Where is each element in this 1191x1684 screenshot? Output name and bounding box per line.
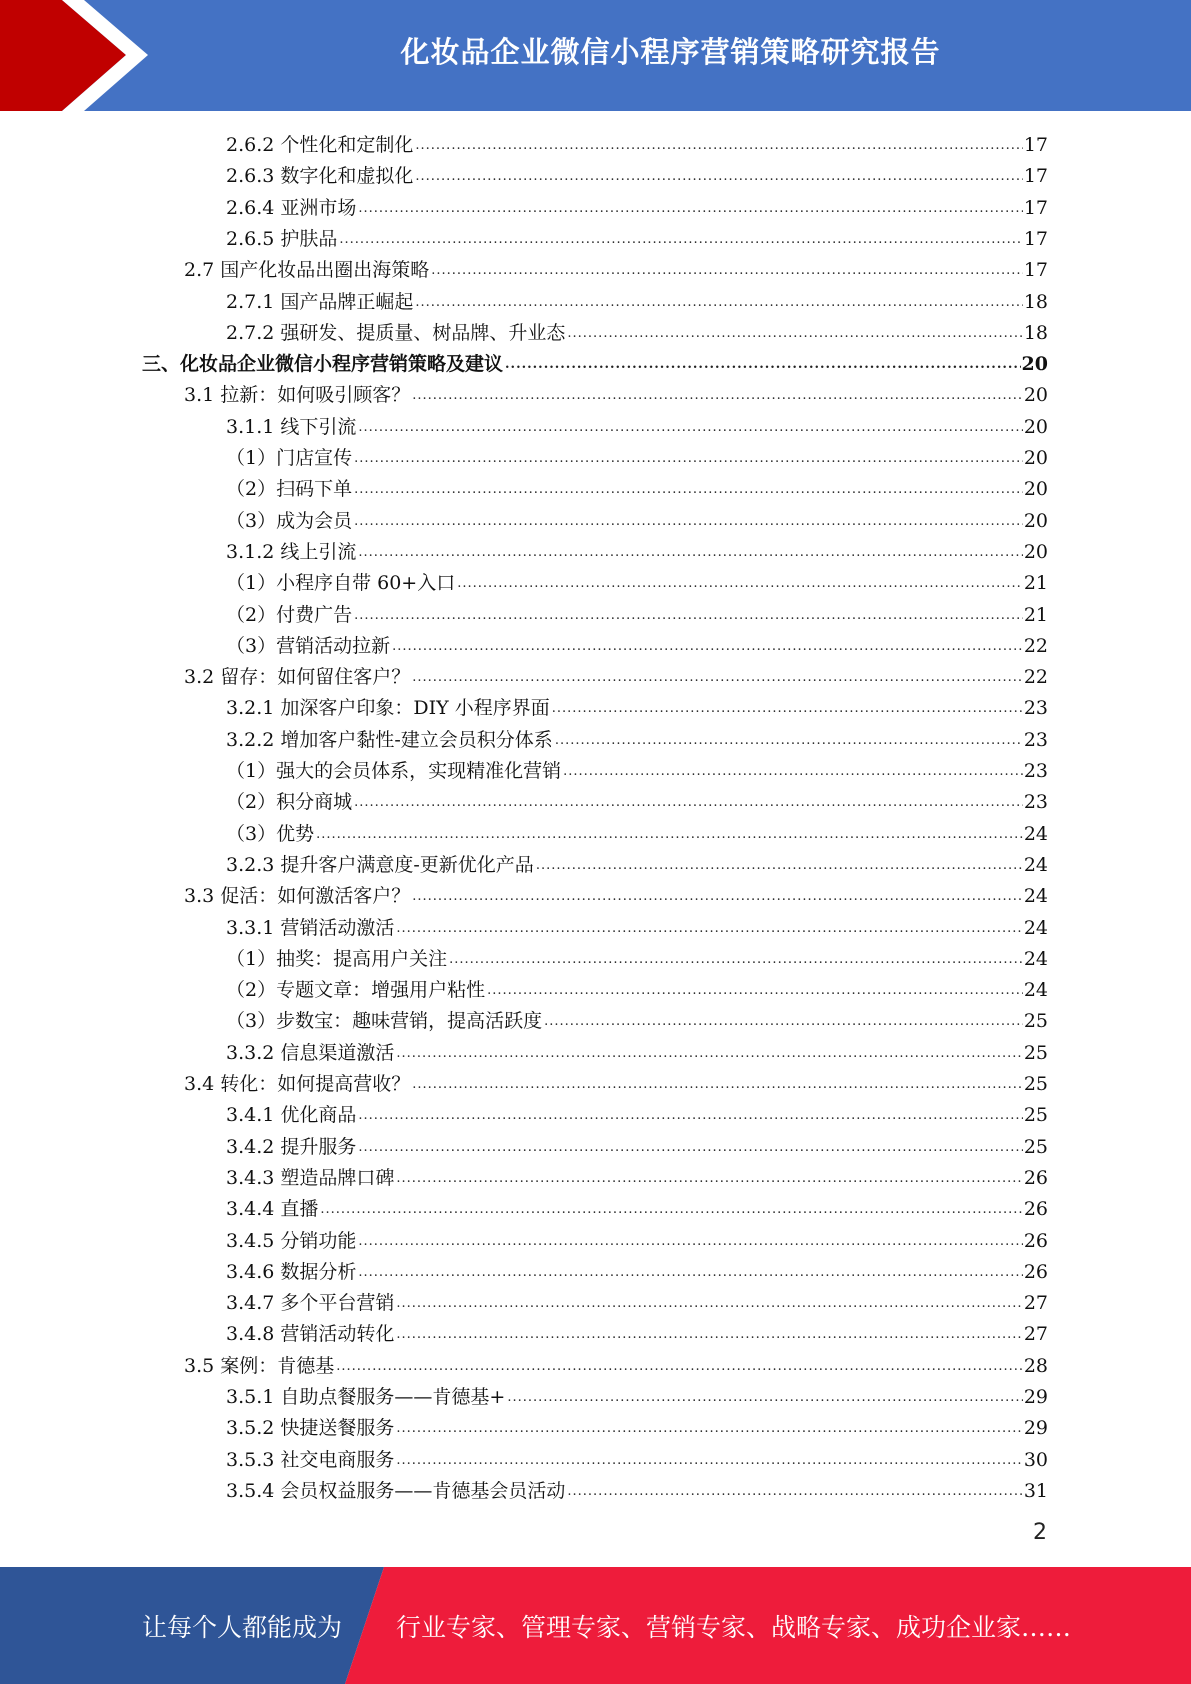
- footer-roles: 行业专家、管理专家、营销专家、战略专家、成功企业家……: [396, 1612, 1072, 1642]
- toc-entry-page: 20: [1023, 509, 1048, 532]
- toc-entry[interactable]: [184, 1065, 1048, 1096]
- toc-leader-dots: [544, 1009, 1023, 1033]
- toc-entry-title: （1）小程序自带 60+入口: [226, 572, 456, 595]
- toc-entry-title: 2.6.4 亚洲市场: [226, 196, 357, 219]
- toc-entry-page: 25: [1023, 1073, 1048, 1095]
- toc-entry-page: 23: [1023, 728, 1048, 751]
- toc-leader-dots: [507, 1385, 1023, 1409]
- toc-entry-title: 3.2 留存：如何留住客户？: [184, 666, 411, 689]
- toc-entry-title: （1）抽奖：提高用户关注: [226, 947, 448, 970]
- toc-entry-page: 21: [1023, 572, 1048, 595]
- toc-entry-page: 24: [1023, 885, 1048, 908]
- toc-entry-page: 29: [1023, 1417, 1048, 1440]
- toc-entry[interactable]: [226, 1409, 1048, 1440]
- toc-leader-dots: [320, 1197, 1022, 1221]
- toc-entry[interactable]: [226, 1284, 1048, 1315]
- toc-entry-title: （3）成为会员: [226, 509, 353, 532]
- toc-entry-title: 3.1 拉新：如何吸引顾客？: [184, 384, 411, 407]
- toc-entry[interactable]: [226, 1034, 1048, 1065]
- toc-entry-page: 23: [1023, 791, 1048, 814]
- toc-entry[interactable]: [226, 470, 1048, 501]
- toc-leader-dots: [567, 321, 1022, 345]
- toc-leader-dots: [354, 603, 1023, 627]
- toc-leader-dots: [536, 853, 1023, 877]
- toc-entry-page: 17: [1023, 134, 1048, 156]
- toc-leader-dots: [487, 978, 1023, 1002]
- toc-entry-title: （2）扫码下单: [226, 478, 353, 501]
- toc-leader-dots: [563, 759, 1023, 783]
- toc-entry[interactable]: [226, 314, 1048, 345]
- toc-leader-dots: [412, 884, 1023, 908]
- toc-entry[interactable]: [226, 909, 1048, 940]
- toc-leader-dots: [552, 696, 1023, 720]
- toc-entry-title: 3.4.6 数据分析: [226, 1260, 357, 1283]
- toc-entry[interactable]: [226, 157, 1048, 188]
- toc-entry-page: 20: [1023, 540, 1048, 563]
- toc-entry[interactable]: [226, 1002, 1048, 1033]
- toc-entry[interactable]: [226, 1253, 1048, 1284]
- toc-entry[interactable]: [226, 1441, 1048, 1472]
- toc-entry-page: 20: [1023, 447, 1048, 469]
- toc-entry-page: 24: [1023, 916, 1048, 939]
- toc-entry[interactable]: [226, 126, 1048, 157]
- toc-entry-title: 3.5.4 会员权益服务——肯德基会员活动: [226, 1479, 566, 1502]
- toc-entry[interactable]: [226, 1472, 1048, 1503]
- toc-entry-title: 3.5.1 自助点餐服务——肯德基+: [226, 1386, 506, 1408]
- toc-entry[interactable]: [226, 1315, 1048, 1346]
- toc-entry[interactable]: [226, 502, 1048, 533]
- toc-leader-dots: [415, 164, 1022, 188]
- toc-entry-page: 21: [1023, 603, 1048, 626]
- toc-entry-title: 3.4.1 优化商品: [226, 1104, 357, 1127]
- toc-entry-title: 3.2.2 增加客户黏性-建立会员积分体系: [226, 728, 553, 751]
- toc-entry-title: 3.1.1 线下引流: [226, 415, 357, 438]
- toc-entry[interactable]: [226, 627, 1048, 658]
- toc-entry-title: 2.7 国产化妆品出圈出海策略: [184, 259, 430, 282]
- toc-entry[interactable]: [226, 596, 1048, 627]
- toc-leader-dots: [358, 1260, 1022, 1284]
- toc-entry-page: 24: [1023, 947, 1048, 970]
- toc-entry-title: （3）营销活动拉新: [226, 634, 391, 657]
- toc-entry[interactable]: [226, 1128, 1048, 1159]
- toc-entry-page: 17: [1023, 259, 1048, 282]
- toc-entry[interactable]: [226, 721, 1048, 752]
- toc-entry-title: 3.4.7 多个平台营销: [226, 1292, 395, 1315]
- toc-entry-title: 三、化妆品企业微信小程序营销策略及建议: [142, 353, 504, 376]
- toc-leader-dots: [358, 1229, 1022, 1253]
- toc-entry-page: 22: [1023, 634, 1048, 657]
- toc-entry-title: 3.1.2 线上引流: [226, 540, 357, 563]
- toc-entry[interactable]: [184, 376, 1048, 407]
- toc-entry[interactable]: [184, 1347, 1048, 1378]
- toc-entry[interactable]: [226, 439, 1048, 470]
- toc-entry[interactable]: [142, 345, 1048, 376]
- toc-entry[interactable]: [226, 533, 1048, 564]
- toc-leader-dots: [358, 1103, 1022, 1127]
- toc-entry-title: 2.6.3 数字化和虚拟化: [226, 165, 414, 188]
- toc-leader-dots: [396, 916, 1022, 940]
- toc-entry-page: 20: [1021, 353, 1048, 376]
- report-title: 化妆品企业微信小程序营销策略研究报告: [400, 34, 941, 69]
- toc-entry[interactable]: [184, 658, 1048, 689]
- toc-leader-dots: [354, 477, 1023, 501]
- toc-leader-dots: [358, 1135, 1022, 1159]
- toc-leader-dots: [354, 790, 1023, 814]
- toc-entry-title: 3.3.2 信息渠道激活: [226, 1041, 395, 1064]
- toc-entry-page: 17: [1023, 227, 1048, 250]
- toc-leader-dots: [412, 1072, 1023, 1096]
- toc-entry-page: 24: [1023, 822, 1048, 845]
- toc-entry-page: 20: [1023, 384, 1048, 407]
- toc-leader-dots: [505, 352, 1021, 376]
- toc-leader-dots: [396, 1416, 1022, 1440]
- toc-leader-dots: [412, 665, 1023, 689]
- toc-entry[interactable]: [226, 846, 1048, 877]
- footer-slogan: 让每个人都能成为: [142, 1612, 343, 1642]
- toc-entry[interactable]: [226, 940, 1048, 971]
- toc-entry-page: 25: [1023, 1010, 1048, 1033]
- toc-entry-page: 26: [1023, 1198, 1048, 1221]
- toc-leader-dots: [449, 947, 1023, 971]
- toc-leader-dots: [396, 1291, 1022, 1315]
- toc-entry-title: 3.5.2 快捷送餐服务: [226, 1417, 395, 1440]
- toc-entry-title: （2）专题文章：增强用户粘性: [226, 979, 486, 1002]
- toc-leader-dots: [358, 196, 1022, 220]
- toc-entry-page: 26: [1023, 1166, 1048, 1189]
- toc-entry-page: 27: [1023, 1323, 1048, 1346]
- toc-entry-title: （1）门店宣传: [226, 447, 353, 469]
- toc-entry-page: 28: [1023, 1354, 1048, 1377]
- toc-entry-page: 29: [1023, 1386, 1048, 1408]
- page-header: [0, 0, 1191, 111]
- toc-entry-page: 31: [1023, 1479, 1048, 1502]
- toc-entry-page: 24: [1023, 979, 1048, 1002]
- toc-entry-page: 24: [1023, 853, 1048, 876]
- toc-leader-dots: [396, 1166, 1022, 1190]
- toc-leader-dots: [339, 227, 1022, 251]
- toc-entry-page: 27: [1023, 1292, 1048, 1315]
- toc-entry-title: 3.4.8 营销活动转化: [226, 1323, 395, 1346]
- toc-entry-page: 23: [1023, 697, 1048, 720]
- toc-entry-title: （1）强大的会员体系，实现精准化营销: [226, 760, 562, 782]
- toc-entry[interactable]: [226, 283, 1048, 314]
- toc-entry[interactable]: [226, 189, 1048, 220]
- toc-entry-title: （3）优势: [226, 822, 315, 845]
- toc-entry-title: （2）付费广告: [226, 603, 353, 626]
- toc-entry[interactable]: [226, 783, 1048, 814]
- toc-entry[interactable]: [226, 1096, 1048, 1127]
- toc-entry-title: 2.6.2 个性化和定制化: [226, 134, 414, 156]
- toc-leader-dots: [396, 1322, 1022, 1346]
- toc-leader-dots: [457, 571, 1023, 595]
- toc-leader-dots: [358, 540, 1022, 564]
- toc-entry-page: 25: [1023, 1135, 1048, 1158]
- toc-entry-page: 20: [1023, 478, 1048, 501]
- toc-entry[interactable]: [226, 815, 1048, 846]
- toc-leader-dots: [358, 415, 1022, 439]
- toc-entry-page: 25: [1023, 1041, 1048, 1064]
- toc-entry-title: 2.7.1 国产品牌正崛起: [226, 290, 414, 313]
- toc-entry[interactable]: [226, 971, 1048, 1002]
- toc-entry-title: 3.5 案例：肯德基: [184, 1354, 335, 1377]
- toc-entry-page: 22: [1023, 666, 1048, 689]
- toc-entry[interactable]: [184, 251, 1048, 282]
- toc-entry[interactable]: [226, 1190, 1048, 1221]
- toc-entry[interactable]: [226, 1378, 1048, 1409]
- page-footer: [0, 1567, 1191, 1684]
- toc-entry-page: 18: [1023, 290, 1048, 313]
- toc-leader-dots: [431, 258, 1023, 282]
- toc-entry-title: 3.4.3 塑造品牌口碑: [226, 1166, 395, 1189]
- toc-leader-dots: [412, 383, 1023, 407]
- toc-entry[interactable]: [226, 564, 1048, 595]
- toc-entry-page: 26: [1023, 1260, 1048, 1283]
- toc-entry-title: （3）步数宝：趣味营销，提高活跃度: [226, 1010, 543, 1033]
- toc-leader-dots: [392, 634, 1023, 658]
- toc-entry-title: 3.3.1 营销活动激活: [226, 916, 395, 939]
- toc-entry-title: 3.4.2 提升服务: [226, 1135, 357, 1158]
- toc-entry[interactable]: [226, 1159, 1048, 1190]
- toc-entry[interactable]: [226, 689, 1048, 720]
- toc-entry-title: 3.2.3 提升客户满意度-更新优化产品: [226, 853, 534, 876]
- toc-entry-page: 17: [1023, 196, 1048, 219]
- page-number: 2: [1033, 1520, 1047, 1545]
- toc-leader-dots: [354, 446, 1023, 470]
- toc-leader-dots: [316, 822, 1023, 846]
- toc-entry-title: 3.5.3 社交电商服务: [226, 1448, 395, 1471]
- toc-entry[interactable]: [226, 752, 1048, 783]
- toc-entry-page: 30: [1023, 1448, 1048, 1471]
- toc-entry-title: 2.6.5 护肤品: [226, 227, 338, 250]
- toc-entry-page: 23: [1023, 760, 1048, 782]
- toc-leader-dots: [354, 509, 1023, 533]
- toc-entry-page: 25: [1023, 1104, 1048, 1127]
- toc-entry-title: （2）积分商城: [226, 791, 353, 814]
- toc-leader-dots: [396, 1448, 1022, 1472]
- toc-entry[interactable]: [226, 1222, 1048, 1253]
- toc-entry-title: 3.4 转化：如何提高营收？: [184, 1073, 411, 1095]
- toc-entry-page: 20: [1023, 415, 1048, 438]
- toc-entry-page: 17: [1023, 165, 1048, 188]
- toc-entry-title: 3.4.5 分销功能: [226, 1229, 357, 1252]
- toc-entry-title: 3.3 促活：如何激活客户？: [184, 885, 411, 908]
- toc-entry-page: 18: [1023, 321, 1048, 344]
- toc-entry-page: 26: [1023, 1229, 1048, 1252]
- toc-entry-title: 3.4.4 直播: [226, 1198, 319, 1221]
- toc-entry-title: 3.2.1 加深客户印象：DIY 小程序界面: [226, 697, 550, 720]
- toc-entry-title: 2.7.2 强研发、提质量、树品牌、升业态: [226, 321, 566, 344]
- toc-leader-dots: [396, 1041, 1022, 1065]
- toc-entry[interactable]: [184, 877, 1048, 908]
- toc-leader-dots: [415, 290, 1022, 314]
- toc-leader-dots: [336, 1354, 1023, 1378]
- toc-leader-dots: [567, 1479, 1022, 1503]
- toc-leader-dots: [555, 728, 1023, 752]
- toc-entry[interactable]: [226, 408, 1048, 439]
- toc-entry[interactable]: [226, 220, 1048, 251]
- toc-leader-dots: [415, 133, 1022, 157]
